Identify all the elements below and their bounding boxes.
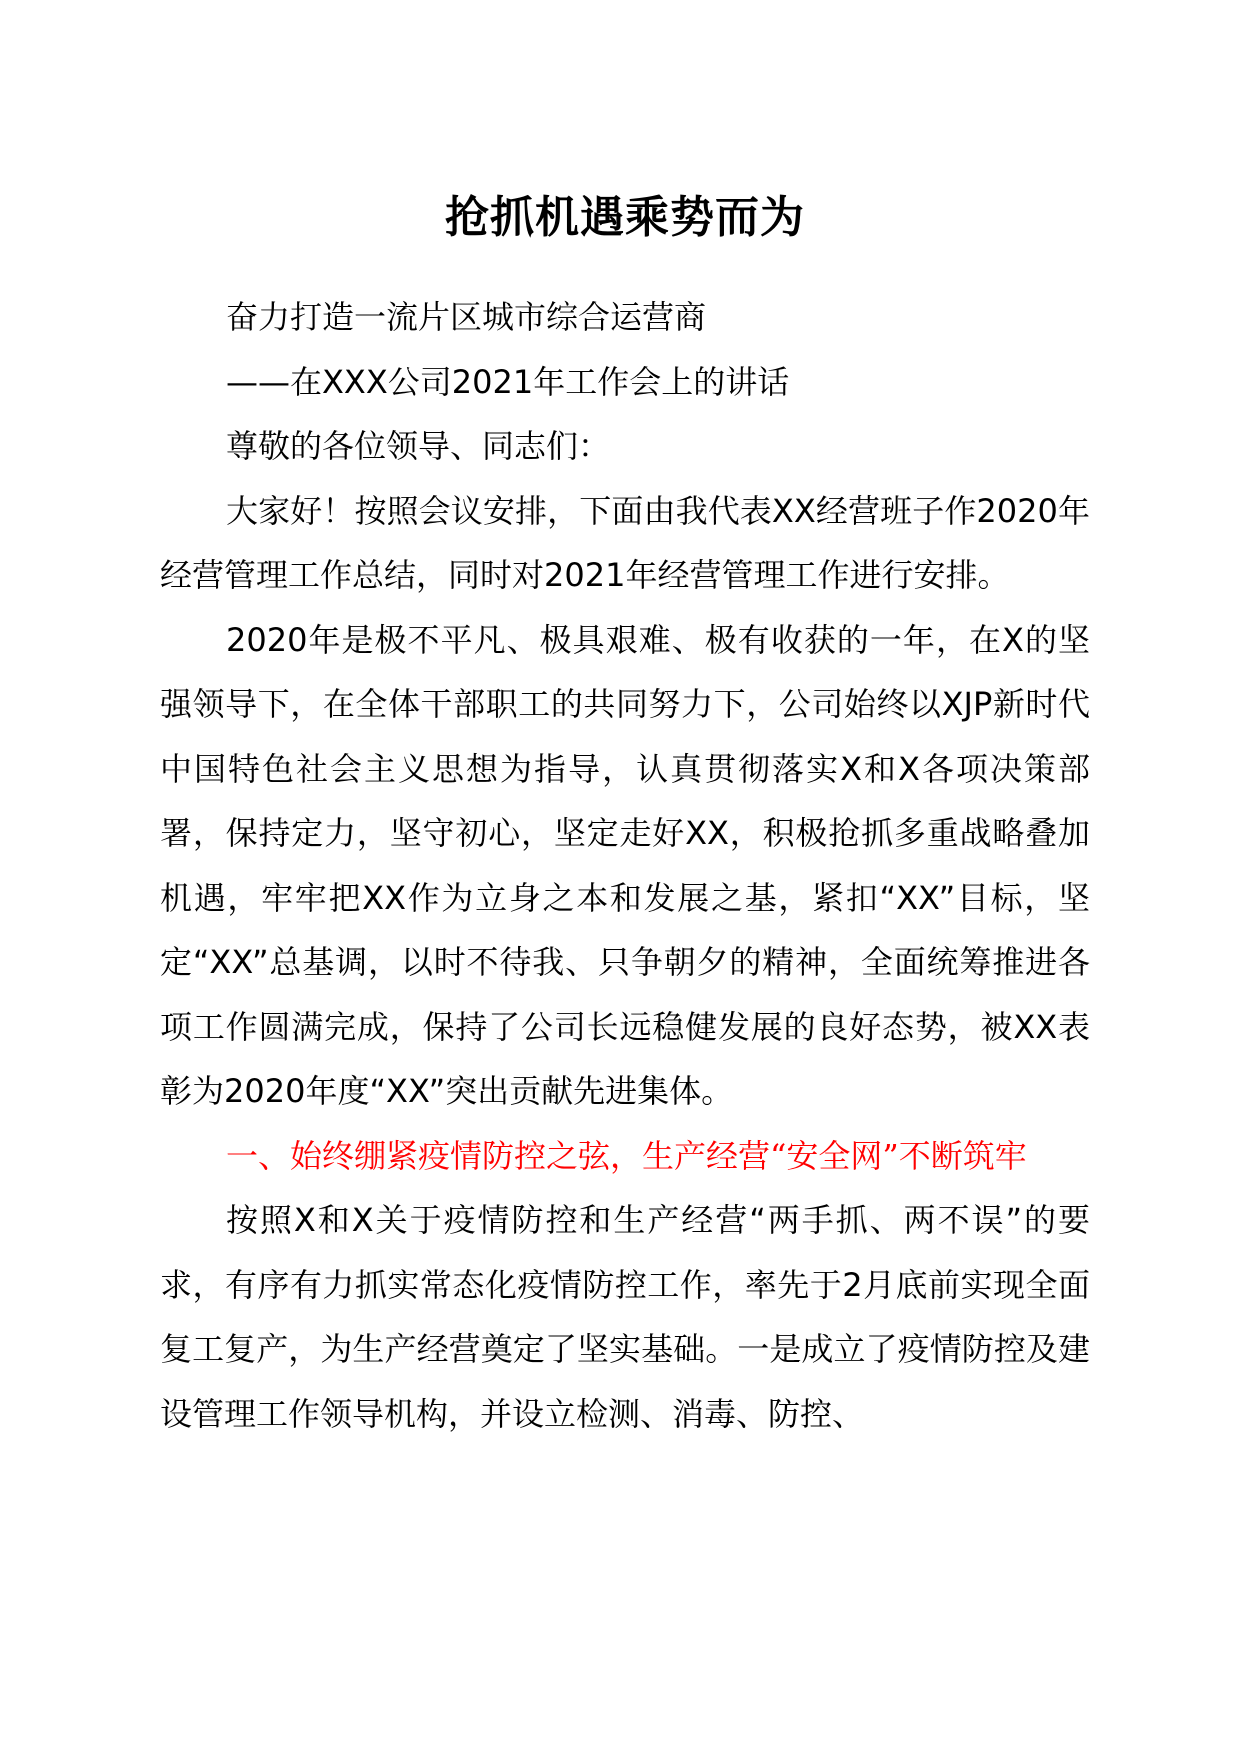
salutation: 尊敬的各位领导、同志们： <box>226 427 611 465</box>
paragraph-opening: 大家好！按照会议安排，下面由我代表XX经营班子作2020年经营管理工作总结，同时对2021年经营管理工作进行安排。 <box>160 491 1090 594</box>
document-title: 抢抓机遇乘势而为 <box>445 192 805 243</box>
document-body <box>160 188 1090 1446</box>
paragraph-epidemic-control: 按照X和X关于疫情防控和生产经营“两手抓、两不误”的要求，有序有力抓实常态化疫情防控工作，率先于2月底前实现全面复工复产，为生产经营奠定了坚实基础。一是成立了疫情防控及建设管理工作领导机构，并设立检测、消毒、防控、 <box>160 1201 1090 1433</box>
section-heading-1: 一、始终绷紧疫情防控之弦，生产经营“安全网”不断筑牢 <box>226 1136 1027 1175</box>
document-subtitle: 奋力打造一流片区城市综合运营商 <box>226 298 707 336</box>
document-byline: ——在XXX公司2021年工作会上的讲话 <box>226 362 790 401</box>
paragraph-review-2020: 2020年是极不平凡、极具艰难、极有收获的一年，在X的坚强领导下，在全体干部职工的共同努力下，公司始终以XJP新时代中国特色社会主义思想为指导，认真贯彻落实X和X各项决策部署，保持定力，坚守初心，坚定走好XX，积极抢抓多重战略叠加机遇，牢牢把XX作为立身之本和发展之基，紧扣“XX”目标，坚定“XX”总基调，以时不待我、只争朝夕的精神，全面统筹推进各项工作圆满完成，保持了公司长远稳健发展的良好态势，被XX表彰为2020年度“XX”突出贡献先进集体。 <box>160 620 1090 1110</box>
